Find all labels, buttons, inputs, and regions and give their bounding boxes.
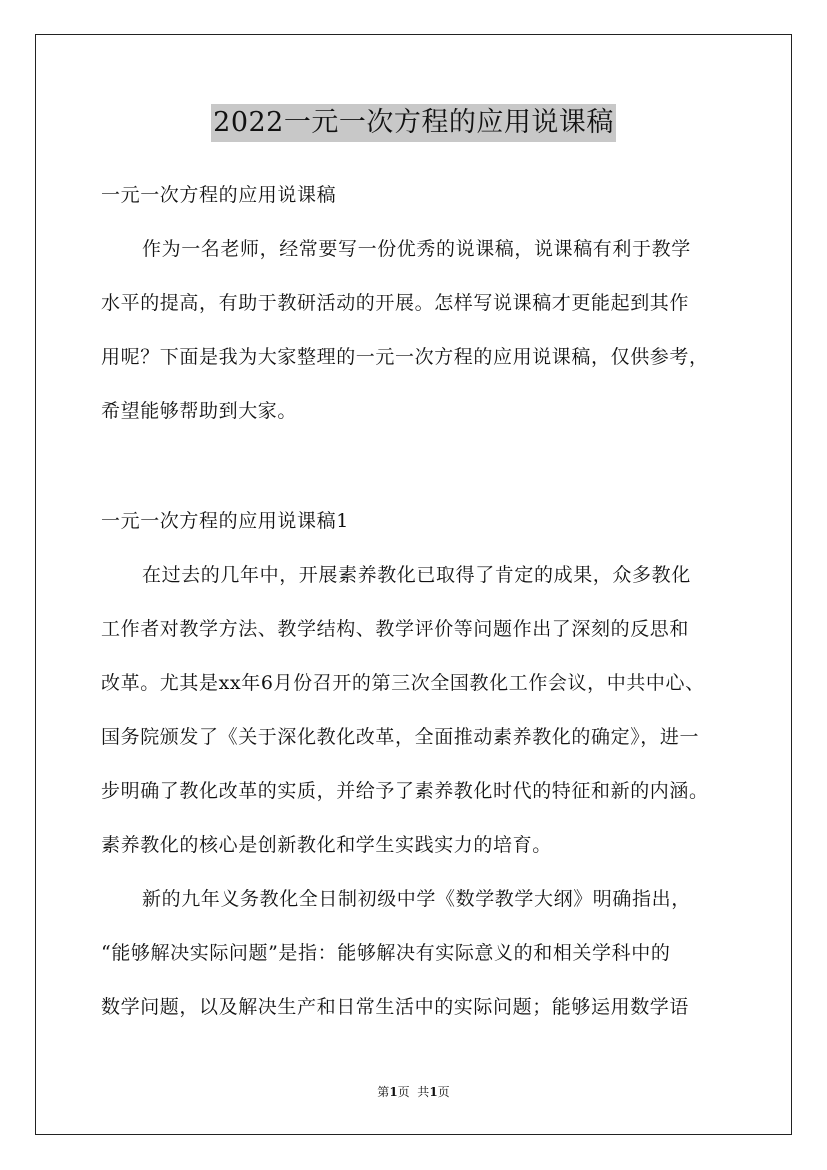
intro-line-1: 作为一名老师，经常要写一份优秀的说课稿，说课稿有利于教学 bbox=[142, 238, 691, 260]
title-container bbox=[0, 104, 827, 142]
intro-line-2: 水平的提高，有助于教研活动的开展。怎样写说课稿才更能起到其作 bbox=[101, 292, 690, 314]
para1-line-6: 素养教化的核心是创新教化和学生实践实力的培育。 bbox=[101, 834, 552, 856]
para1-line-3: 改革。尤其是xx年6月份召开的第三次全国教化工作会议，中共中心、 bbox=[101, 672, 705, 694]
footer-page-current: 1 bbox=[389, 1085, 398, 1099]
para1-line-2: 工作者对教学方法、教学结构、教学评价等问题作出了深刻的反思和 bbox=[101, 618, 690, 640]
section-heading-1: 一元一次方程的应用说课稿1 bbox=[101, 510, 349, 532]
para1-line-1: 在过去的几年中，开展素养教化已取得了肯定的成果，众多教化 bbox=[142, 564, 691, 586]
document-title: 2022一元一次方程的应用说课稿 bbox=[211, 104, 616, 142]
intro-line-3: 用呢？下面是我为大家整理的一元一次方程的应用说课稿，仅供参考， bbox=[101, 346, 709, 368]
footer-page-suffix: 页 bbox=[437, 1085, 450, 1099]
page-footer bbox=[0, 1084, 827, 1100]
intro-line-4: 希望能够帮助到大家。 bbox=[101, 400, 298, 422]
para1-line-4: 国务院颁发了《关于深化教化改革，全面推动素养教化的确定》，进一 bbox=[101, 726, 700, 748]
document-subtitle: 一元一次方程的应用说课稿 bbox=[101, 184, 337, 206]
para1-line-5: 步明确了教化改革的实质，并给予了素养教化时代的特征和新的内涵。 bbox=[101, 780, 709, 802]
para2-line-1: 新的九年义务教化全日制初级中学《数学教学大纲》明确指出， bbox=[142, 888, 691, 910]
footer-page-mid: 页 共 bbox=[397, 1085, 430, 1099]
footer-page-prefix: 第 bbox=[377, 1085, 390, 1099]
footer-page-total: 1 bbox=[429, 1085, 438, 1099]
para2-line-2: “能够解决实际问题”是指：能够解决有实际意义的和相关学科中的 bbox=[101, 942, 671, 964]
para2-line-3: 数学问题，以及解决生产和日常生活中的实际问题；能够运用数学语 bbox=[101, 996, 690, 1018]
